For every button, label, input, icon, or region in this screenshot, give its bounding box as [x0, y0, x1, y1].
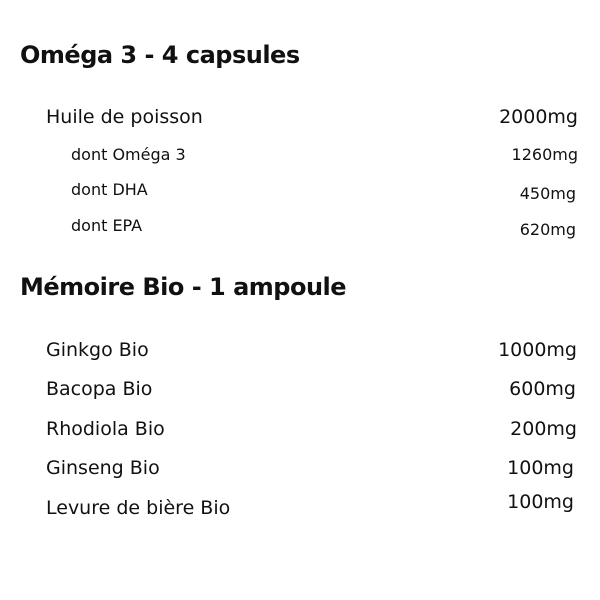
ingredient-row [0, 417, 600, 441]
ingredient-row [0, 143, 600, 167]
ingredient-amount: 200mg [510, 418, 577, 440]
ingredient-row [0, 214, 600, 238]
ingredient-row [0, 338, 600, 362]
ingredient-name: dont Oméga 3 [71, 145, 186, 164]
ingredient-amount: 1000mg [498, 339, 577, 361]
ingredient-name: Ginkgo Bio [46, 339, 149, 361]
ingredient-name: dont EPA [71, 216, 143, 235]
ingredient-row [0, 456, 600, 480]
ingredient-amount: 2000mg [499, 106, 578, 128]
ingredient-name: Huile de poisson [46, 106, 203, 128]
ingredient-amount: 600mg [509, 378, 576, 400]
ingredient-name: dont DHA [71, 180, 148, 199]
ingredient-amount: 100mg [507, 491, 574, 513]
ingredient-row [0, 491, 600, 520]
ingredient-row [0, 178, 600, 202]
ingredient-name: Ginseng Bio [46, 457, 160, 479]
ingredient-amount: 450mg [519, 184, 576, 203]
ingredient-amount: 620mg [519, 220, 576, 239]
section-title-memoire-bio: Mémoire Bio - 1 ampoule [20, 273, 347, 301]
ingredient-row [0, 377, 600, 401]
ingredient-amount: 100mg [507, 457, 574, 479]
ingredient-name: Rhodiola Bio [46, 418, 165, 440]
ingredient-amount: 1260mg [511, 145, 578, 164]
section-title-omega3: Oméga 3 - 4 capsules [20, 41, 300, 69]
ingredient-row [0, 105, 600, 129]
ingredient-name: Bacopa Bio [46, 378, 153, 400]
ingredient-name: Levure de bière Bio [46, 497, 231, 519]
